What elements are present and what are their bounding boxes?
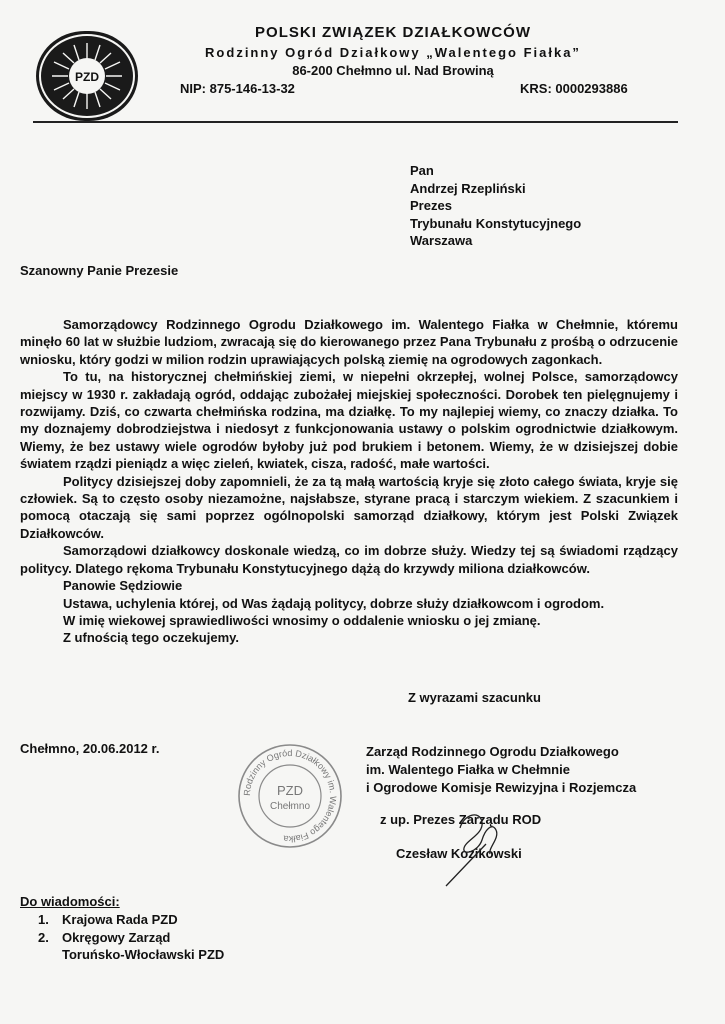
cc-number: 2. xyxy=(38,929,49,945)
handwritten-signature xyxy=(430,800,520,890)
per-president: z up. Prezes Zarządu ROD xyxy=(380,812,542,827)
header-divider xyxy=(33,121,678,123)
paragraph: Politycy dzisiejszej doby zapomnieli, że za tą małą wartością kryje się złoto całego świata, kryje się człowiek. Są to często osoby niezamożne, najsłabsze, styrane pracą i starczym wiekiem. Z szacunkiem i pomocą otaczają się sami poprzez ogólnopolski samorząd działkowy, którym jest Polski Związek Działkowców. xyxy=(20,473,678,541)
signatory-block xyxy=(366,743,636,797)
stamp-center-top: PZD xyxy=(277,783,303,798)
round-stamp xyxy=(236,742,344,850)
closing: Z wyrazami szacunku xyxy=(408,690,541,705)
stamp-graphic xyxy=(236,742,344,850)
signatory-line: Zarząd Rodzinnego Ogrodu Działkowego xyxy=(366,744,619,759)
paragraph: To tu, na historycznej chełmińskiej ziemi, w niepełni okrzepłej, wolnej Polsce, samorządowcy miejscy w 1930 r. zakładają ogród, oddając zubożałej miejskiej społeczności. Dorobek ten pielęgnujemy i rozwijamy. Dziś, co czwarta chełmińska rodzina, ma działkę. To my najlepiej wiemy, co znaczy działka. To my doznajemy dobrodziejstwa i niedosyt z funkcjonowania ustawy o polskim ogrodnictwie działkowym. Wiemy, że bez ustawy wiele ogrodów byłoby już pod brukiem i betonem. Wiemy, że w dzisiejszej dobie światem rządzi pieniądz a więc zieleń, kwiatek, cisza, radość, małe wartości. xyxy=(20,369,678,472)
cc-recipient-continued: Toruńsko-Włocławski PZD xyxy=(62,947,225,962)
list-item xyxy=(38,911,224,929)
addressee-line: Andrzej Rzepliński xyxy=(410,180,526,196)
paragraph: W imię wiekowej sprawiedliwości wnosimy o oddalenie wniosku o jej zmianę. xyxy=(63,612,541,628)
signatory-line: im. Walentego Fiałka w Chełmnie xyxy=(366,762,570,777)
addressee-line: Prezes xyxy=(410,198,452,213)
paragraph: Panowie Sędziowie xyxy=(63,578,183,594)
paragraph: Ustawa, uchylenia której, od Was żądają politycy, dobrze służy działkowcom i ogrodom. xyxy=(63,595,605,611)
org-address: 86-200 Chełmno ul. Nad Browiną xyxy=(292,63,494,78)
pzd-logo xyxy=(36,31,138,121)
cc-recipient: Krajowa Rada PZD xyxy=(62,912,178,927)
stamp-ring-text: Rodzinny Ogród Działkowy im. Walentego Fiałka xyxy=(241,747,339,845)
org-subtitle: Rodzinny Ogród Działkowy „Walentego Fiałka” xyxy=(205,45,581,60)
place-date: Chełmno, 20.06.2012 r. xyxy=(20,741,160,756)
stamp-center-bottom: Chełmno xyxy=(269,801,311,812)
pzd-logo-graphic xyxy=(36,31,138,121)
paragraph: Samorządowi działkowcy doskonale wiedzą, co im dobrze służy. Wiedzy tej są świadomi rządzący politycy. Dlatego rękoma Trybunału Konstytucyjnego dążą do krzywdy miliona działkowców. xyxy=(20,543,678,576)
signer-name: Czesław Kozikowski xyxy=(396,846,522,861)
signature-graphic xyxy=(430,800,520,890)
cc-recipient: Okręgowy Zarząd xyxy=(62,929,171,945)
paragraph: Samorządowcy Rodzinnego Ogrodu Działkowego im. Walentego Fiałka w Chełmnie, któremu minęło 60 lat w służbie ludziom, zwracają się do kierowanego przez Pana Trybunału z prośbą o odrzucenie wniosku, który godzi w milion rodzin uprawiających polską ziemię na ogrodowych zagonkach. xyxy=(20,317,678,367)
logo-text: PZD xyxy=(75,70,99,84)
addressee-line: Warszawa xyxy=(410,233,473,248)
nip-number: NIP: 875-146-13-32 xyxy=(180,81,295,96)
org-name: POLSKI ZWIĄZEK DZIAŁKOWCÓW xyxy=(255,24,531,41)
cc-list xyxy=(38,911,224,964)
list-item xyxy=(38,929,224,947)
salutation: Szanowny Panie Prezesie xyxy=(20,263,179,278)
signatory-line: i Ogrodowe Komisje Rewizyjna i Rozjemcza xyxy=(366,780,637,795)
cc-title: Do wiadomości: xyxy=(20,894,120,909)
paragraph: Z ufnością tego oczekujemy. xyxy=(63,630,240,646)
cc-number: 1. xyxy=(38,912,49,927)
letter-body xyxy=(20,316,678,647)
addressee-block xyxy=(410,162,581,250)
addressee-line: Pan xyxy=(410,163,434,178)
addressee-line: Trybunału Konstytucyjnego xyxy=(410,215,582,231)
krs-number: KRS: 0000293886 xyxy=(520,81,628,96)
